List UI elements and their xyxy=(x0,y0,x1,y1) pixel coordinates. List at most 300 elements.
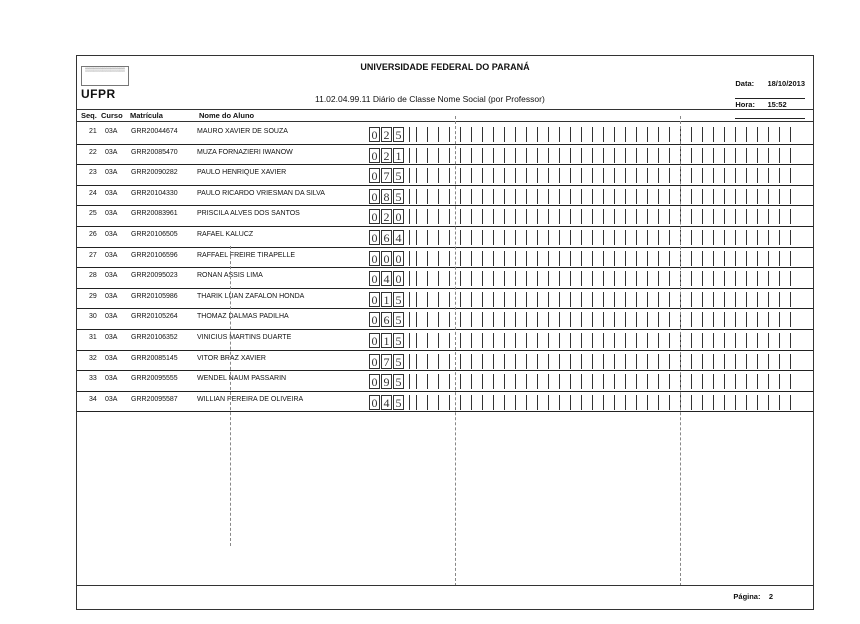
attendance-cell xyxy=(717,209,725,224)
attendance-cell xyxy=(717,230,725,245)
attendance-cell xyxy=(486,354,494,369)
fold-line xyxy=(455,116,456,586)
attendance-grid xyxy=(409,189,794,204)
table-row xyxy=(77,351,813,372)
student-name-cell: THARIK LUAN ZAFALON HONDA xyxy=(197,292,305,300)
attendance-cell xyxy=(728,354,736,369)
attendance-grid xyxy=(409,251,794,266)
attendance-cell xyxy=(706,230,714,245)
attendance-cell xyxy=(629,395,637,410)
curso-cell: 03A xyxy=(105,251,118,259)
attendance-cell xyxy=(541,148,549,163)
attendance-cell xyxy=(486,271,494,286)
attendance-cell xyxy=(464,354,472,369)
attendance-cell xyxy=(651,230,659,245)
attendance-cell xyxy=(497,251,505,266)
attendance-cell xyxy=(475,168,483,183)
attendance-cell xyxy=(475,312,483,327)
attendance-cell xyxy=(574,374,582,389)
attendance-cell xyxy=(519,209,527,224)
attendance-cell xyxy=(629,333,637,348)
attendance-cell xyxy=(750,209,758,224)
attendance-cell xyxy=(706,292,714,307)
attendance-cell xyxy=(508,292,516,307)
date-value: 18/10/2013 xyxy=(767,79,805,88)
attendance-cell xyxy=(508,168,516,183)
attendance-grid xyxy=(409,312,794,327)
attendance-cell xyxy=(519,148,527,163)
attendance-cell xyxy=(684,271,692,286)
grade-digit: 0 xyxy=(393,271,404,286)
attendance-cell xyxy=(409,230,417,245)
seq-cell: 27 xyxy=(89,251,97,259)
attendance-cell xyxy=(662,209,670,224)
attendance-cell xyxy=(431,271,439,286)
attendance-cell xyxy=(728,395,736,410)
attendance-cell xyxy=(717,271,725,286)
attendance-cell xyxy=(519,271,527,286)
attendance-cell xyxy=(640,209,648,224)
attendance-cell xyxy=(431,374,439,389)
attendance-cell xyxy=(486,395,494,410)
attendance-cell xyxy=(563,189,571,204)
attendance-cell xyxy=(431,209,439,224)
grade-digit: 5 xyxy=(393,354,404,369)
page-number xyxy=(733,592,773,601)
table-row xyxy=(77,330,813,351)
attendance-cell xyxy=(475,148,483,163)
attendance-cell xyxy=(596,230,604,245)
attendance-cell xyxy=(684,354,692,369)
attendance-cell xyxy=(728,189,736,204)
attendance-cell xyxy=(706,395,714,410)
attendance-cell xyxy=(629,354,637,369)
attendance-cell xyxy=(442,292,450,307)
attendance-cell xyxy=(640,148,648,163)
attendance-cell xyxy=(420,148,428,163)
seq-cell: 29 xyxy=(89,292,97,300)
attendance-cell xyxy=(772,333,780,348)
seq-cell: 33 xyxy=(89,375,97,383)
attendance-cell xyxy=(739,312,747,327)
attendance-cell xyxy=(574,292,582,307)
attendance-cell xyxy=(552,168,560,183)
attendance-cell xyxy=(530,251,538,266)
curso-cell: 03A xyxy=(105,292,118,300)
curso-cell: 03A xyxy=(105,210,118,218)
curso-cell: 03A xyxy=(105,272,118,280)
attendance-cell xyxy=(706,333,714,348)
attendance-cell xyxy=(629,312,637,327)
grade-digit: 0 xyxy=(369,374,380,389)
page-footer xyxy=(77,585,813,609)
attendance-cell xyxy=(629,374,637,389)
attendance-cell xyxy=(695,127,703,142)
attendance-cell xyxy=(717,148,725,163)
attendance-cell xyxy=(475,230,483,245)
attendance-cell xyxy=(761,271,769,286)
attendance-cell xyxy=(706,312,714,327)
attendance-cell xyxy=(728,312,736,327)
grade-boxes xyxy=(369,395,405,410)
attendance-cell xyxy=(717,354,725,369)
attendance-cell xyxy=(552,395,560,410)
attendance-cell xyxy=(486,209,494,224)
attendance-cell xyxy=(563,148,571,163)
seq-cell: 32 xyxy=(89,354,97,362)
col-matricula: Matrícula xyxy=(130,111,163,120)
attendance-cell xyxy=(783,354,791,369)
attendance-cell xyxy=(728,333,736,348)
attendance-cell xyxy=(541,189,549,204)
header-divider xyxy=(77,109,813,110)
attendance-cell xyxy=(541,251,549,266)
grade-digit: 8 xyxy=(381,189,392,204)
attendance-cell xyxy=(662,189,670,204)
attendance-cell xyxy=(497,271,505,286)
attendance-cell xyxy=(684,168,692,183)
attendance-cell xyxy=(783,395,791,410)
attendance-cell xyxy=(552,312,560,327)
attendance-cell xyxy=(541,354,549,369)
grade-digit: 5 xyxy=(393,333,404,348)
attendance-cell xyxy=(530,168,538,183)
student-name-cell: MAURO XAVIER DE SOUZA xyxy=(197,128,288,135)
attendance-grid xyxy=(409,374,794,389)
attendance-cell xyxy=(618,395,626,410)
attendance-cell xyxy=(431,395,439,410)
attendance-cell xyxy=(662,230,670,245)
attendance-cell xyxy=(574,209,582,224)
attendance-cell xyxy=(519,374,527,389)
attendance-cell xyxy=(409,395,417,410)
attendance-cell xyxy=(508,251,516,266)
attendance-cell xyxy=(519,189,527,204)
attendance-cell xyxy=(717,292,725,307)
attendance-cell xyxy=(464,292,472,307)
grade-digit: 7 xyxy=(381,168,392,183)
logo-text: UFPR xyxy=(81,87,116,101)
curso-cell: 03A xyxy=(105,395,118,403)
attendance-cell xyxy=(585,292,593,307)
attendance-cell xyxy=(508,189,516,204)
attendance-cell xyxy=(706,271,714,286)
attendance-cell xyxy=(409,292,417,307)
attendance-cell xyxy=(431,333,439,348)
attendance-cell xyxy=(607,251,615,266)
attendance-cell xyxy=(772,354,780,369)
grade-digit: 2 xyxy=(381,209,392,224)
attendance-cell xyxy=(618,148,626,163)
attendance-cell xyxy=(629,189,637,204)
grade-digit: 5 xyxy=(393,168,404,183)
attendance-cell xyxy=(640,312,648,327)
attendance-cell xyxy=(519,312,527,327)
attendance-cell xyxy=(684,230,692,245)
attendance-cell xyxy=(585,333,593,348)
attendance-cell xyxy=(728,230,736,245)
attendance-cell xyxy=(596,189,604,204)
attendance-grid xyxy=(409,230,794,245)
curso-cell: 03A xyxy=(105,128,118,135)
attendance-cell xyxy=(662,251,670,266)
attendance-cell xyxy=(552,354,560,369)
attendance-cell xyxy=(618,251,626,266)
attendance-cell xyxy=(607,230,615,245)
matricula-cell: GRR20104330 xyxy=(131,189,178,197)
attendance-cell xyxy=(618,292,626,307)
attendance-cell xyxy=(607,127,615,142)
attendance-cell xyxy=(574,148,582,163)
attendance-cell xyxy=(717,333,725,348)
matricula-cell: GRR20106596 xyxy=(131,251,178,259)
time-value: 15:52 xyxy=(767,99,787,109)
attendance-cell xyxy=(640,374,648,389)
grade-digit: 4 xyxy=(393,230,404,245)
grade-digit: 5 xyxy=(393,374,404,389)
grade-digit: 5 xyxy=(393,127,404,142)
attendance-cell xyxy=(607,333,615,348)
attendance-cell xyxy=(596,148,604,163)
attendance-cell xyxy=(629,251,637,266)
attendance-cell xyxy=(530,395,538,410)
attendance-cell xyxy=(552,292,560,307)
attendance-cell xyxy=(783,374,791,389)
grade-boxes xyxy=(369,230,405,245)
fold-line xyxy=(230,246,231,546)
attendance-cell xyxy=(640,395,648,410)
attendance-cell xyxy=(607,312,615,327)
attendance-cell xyxy=(574,395,582,410)
attendance-cell xyxy=(706,374,714,389)
matricula-cell: GRR20106505 xyxy=(131,230,178,238)
matricula-cell: GRR20105986 xyxy=(131,292,178,300)
attendance-cell xyxy=(519,354,527,369)
attendance-cell xyxy=(497,395,505,410)
attendance-cell xyxy=(739,230,747,245)
attendance-cell xyxy=(640,271,648,286)
attendance-cell xyxy=(618,374,626,389)
attendance-cell xyxy=(519,251,527,266)
grade-digit: 4 xyxy=(381,271,392,286)
attendance-cell xyxy=(420,127,428,142)
attendance-cell xyxy=(431,354,439,369)
attendance-cell xyxy=(475,189,483,204)
attendance-cell xyxy=(750,127,758,142)
university-name: UNIVERSIDADE FEDERAL DO PARANÁ xyxy=(360,62,530,72)
attendance-cell xyxy=(508,127,516,142)
attendance-cell xyxy=(442,127,450,142)
attendance-cell xyxy=(431,127,439,142)
attendance-cell xyxy=(618,230,626,245)
attendance-cell xyxy=(750,189,758,204)
attendance-cell xyxy=(530,312,538,327)
attendance-cell xyxy=(530,292,538,307)
student-name-cell: PAULO RICARDO VRIESMAN DA SILVA xyxy=(197,189,325,197)
attendance-cell xyxy=(750,230,758,245)
attendance-cell xyxy=(772,292,780,307)
seq-cell: 26 xyxy=(89,230,97,238)
attendance-cell xyxy=(761,333,769,348)
attendance-cell xyxy=(739,292,747,307)
fold-line xyxy=(680,116,681,586)
attendance-cell xyxy=(409,209,417,224)
attendance-cell xyxy=(585,374,593,389)
attendance-cell xyxy=(761,312,769,327)
date-time-block xyxy=(735,78,805,119)
attendance-cell xyxy=(420,395,428,410)
attendance-cell xyxy=(640,251,648,266)
grade-boxes xyxy=(369,209,405,224)
attendance-cell xyxy=(409,127,417,142)
attendance-cell xyxy=(497,127,505,142)
attendance-cell xyxy=(772,127,780,142)
grade-boxes xyxy=(369,148,405,163)
attendance-cell xyxy=(706,168,714,183)
seq-cell: 24 xyxy=(89,189,97,197)
matricula-cell: GRR20090282 xyxy=(131,169,178,177)
attendance-cell xyxy=(640,168,648,183)
attendance-cell xyxy=(618,312,626,327)
attendance-cell xyxy=(486,251,494,266)
attendance-cell xyxy=(497,312,505,327)
attendance-cell xyxy=(530,209,538,224)
attendance-cell xyxy=(695,333,703,348)
grade-digit: 0 xyxy=(369,230,380,245)
attendance-cell xyxy=(684,292,692,307)
attendance-cell xyxy=(563,230,571,245)
grade-boxes xyxy=(369,168,405,183)
attendance-cell xyxy=(717,168,725,183)
student-name-cell: RAFAEL KALUCZ xyxy=(197,230,254,238)
attendance-cell xyxy=(563,251,571,266)
attendance-cell xyxy=(508,271,516,286)
attendance-cell xyxy=(640,354,648,369)
attendance-cell xyxy=(772,395,780,410)
attendance-cell xyxy=(563,292,571,307)
attendance-cell xyxy=(497,168,505,183)
grade-boxes xyxy=(369,251,405,266)
attendance-cell xyxy=(684,333,692,348)
attendance-cell xyxy=(552,189,560,204)
attendance-cell xyxy=(728,148,736,163)
table-row xyxy=(77,289,813,310)
attendance-cell xyxy=(629,127,637,142)
attendance-cell xyxy=(574,230,582,245)
attendance-cell xyxy=(464,271,472,286)
attendance-cell xyxy=(486,374,494,389)
attendance-cell xyxy=(618,127,626,142)
attendance-cell xyxy=(442,333,450,348)
date-label: Data: xyxy=(735,79,755,88)
grade-digit: 0 xyxy=(369,395,380,410)
student-name-cell: WENDEL NAUM PASSARIN xyxy=(197,375,287,383)
attendance-cell xyxy=(464,395,472,410)
attendance-cell xyxy=(596,333,604,348)
page-label: Página: xyxy=(733,592,761,601)
attendance-cell xyxy=(761,292,769,307)
attendance-cell xyxy=(464,127,472,142)
attendance-cell xyxy=(717,312,725,327)
attendance-cell xyxy=(552,127,560,142)
attendance-cell xyxy=(651,148,659,163)
grade-digit: 0 xyxy=(369,312,380,327)
grade-digit: 1 xyxy=(393,148,404,163)
attendance-cell xyxy=(783,333,791,348)
attendance-cell xyxy=(497,148,505,163)
attendance-cell xyxy=(475,395,483,410)
attendance-cell xyxy=(783,127,791,142)
grade-digit: 0 xyxy=(369,292,380,307)
attendance-cell xyxy=(618,333,626,348)
attendance-cell xyxy=(464,374,472,389)
attendance-cell xyxy=(607,374,615,389)
attendance-cell xyxy=(739,251,747,266)
attendance-cell xyxy=(772,374,780,389)
attendance-cell xyxy=(519,127,527,142)
grade-digit: 0 xyxy=(369,168,380,183)
attendance-cell xyxy=(607,189,615,204)
attendance-cell xyxy=(519,292,527,307)
attendance-cell xyxy=(552,251,560,266)
attendance-cell xyxy=(574,168,582,183)
attendance-cell xyxy=(695,292,703,307)
attendance-cell xyxy=(409,189,417,204)
table-row xyxy=(77,268,813,289)
attendance-cell xyxy=(662,148,670,163)
attendance-cell xyxy=(629,292,637,307)
grade-boxes xyxy=(369,292,405,307)
grade-boxes xyxy=(369,127,405,142)
attendance-cell xyxy=(442,209,450,224)
attendance-cell xyxy=(431,312,439,327)
curso-cell: 03A xyxy=(105,375,118,383)
attendance-cell xyxy=(618,209,626,224)
attendance-cell xyxy=(662,271,670,286)
attendance-cell xyxy=(541,271,549,286)
attendance-cell xyxy=(684,127,692,142)
curso-cell: 03A xyxy=(105,333,118,341)
attendance-cell xyxy=(574,271,582,286)
attendance-cell xyxy=(409,148,417,163)
seq-cell: 31 xyxy=(89,333,97,341)
grade-boxes xyxy=(369,271,405,286)
attendance-cell xyxy=(464,148,472,163)
attendance-cell xyxy=(497,354,505,369)
table-row xyxy=(77,227,813,248)
attendance-grid xyxy=(409,271,794,286)
attendance-cell xyxy=(783,292,791,307)
table-row xyxy=(77,309,813,330)
attendance-cell xyxy=(651,354,659,369)
attendance-cell xyxy=(596,312,604,327)
attendance-cell xyxy=(563,354,571,369)
attendance-cell xyxy=(409,251,417,266)
attendance-cell xyxy=(695,354,703,369)
attendance-cell xyxy=(508,312,516,327)
attendance-cell xyxy=(508,209,516,224)
attendance-cell xyxy=(519,395,527,410)
attendance-cell xyxy=(772,230,780,245)
attendance-cell xyxy=(783,312,791,327)
attendance-cell xyxy=(750,395,758,410)
attendance-cell xyxy=(607,395,615,410)
attendance-cell xyxy=(651,292,659,307)
attendance-cell xyxy=(420,271,428,286)
attendance-cell xyxy=(442,168,450,183)
attendance-cell xyxy=(585,251,593,266)
attendance-cell xyxy=(475,271,483,286)
